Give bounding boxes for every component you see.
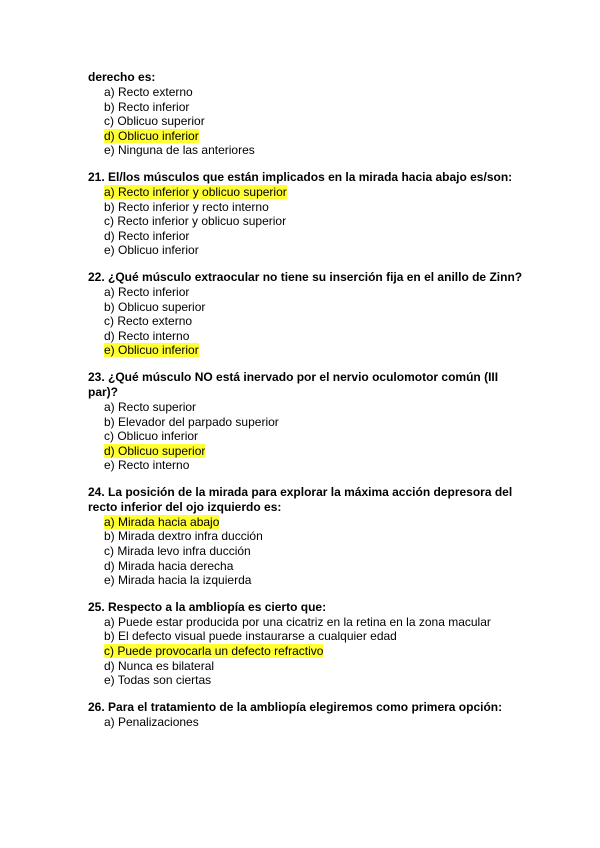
answer-option: [104, 285, 528, 300]
answer-option: [104, 429, 528, 444]
answer-option-text: c) Oblicuo superior: [104, 114, 205, 129]
answer-options: [104, 615, 528, 688]
answer-option-text: b) Recto inferior y recto interno: [104, 199, 269, 214]
question-block: [88, 600, 528, 688]
answer-options: [104, 285, 528, 358]
answer-option: [104, 615, 528, 630]
answer-options: [104, 400, 528, 473]
answer-option: [104, 573, 528, 588]
answer-option-text: d) Oblicuo superior: [104, 443, 206, 458]
answer-option-correct: [104, 129, 528, 144]
answer-option: [104, 100, 528, 115]
answer-option-text: c) Mirada levo infra ducción: [104, 544, 251, 559]
answer-option-text: c) Oblicuo inferior: [104, 429, 199, 444]
answer-option: [104, 544, 528, 559]
answer-option: [104, 659, 528, 674]
answer-option: [104, 415, 528, 430]
answer-option-correct: [104, 185, 528, 200]
question-title: 24. La posición de la mirada para explorar la máxima acción depresora del recto inferior del ojo izquierdo es:: [88, 484, 513, 514]
answer-option: [104, 200, 528, 215]
answer-option-correct: [104, 644, 528, 659]
question-list: [88, 68, 528, 741]
answer-option-text: e) Oblicuo inferior: [104, 343, 199, 358]
answer-option: [104, 300, 528, 315]
answer-option-text: b) Elevador del parpado superior: [104, 414, 279, 429]
answer-option-text: b) Recto inferior: [104, 99, 190, 114]
answer-option: [104, 243, 528, 258]
answer-option-text: b) Oblicuo superior: [104, 299, 206, 314]
answer-option-text: e) Recto interno: [104, 458, 190, 473]
question-block: [88, 485, 528, 588]
answer-option-correct: [104, 343, 528, 358]
answer-option-text: d) Recto inferior: [104, 228, 190, 243]
question-title: 21. El/los músculos que están implicados en la mirada hacia abajo es/son:: [88, 169, 513, 184]
answer-options: [104, 185, 528, 258]
answer-option: [104, 314, 528, 329]
answer-option-text: c) Puede provocarla un defecto refractivo: [104, 644, 324, 659]
answer-option: [104, 715, 528, 730]
answer-option: [104, 114, 528, 129]
answer-option-text: a) Recto inferior y oblicuo superior: [104, 184, 287, 199]
answer-option: [104, 229, 528, 244]
answer-option-text: e) Ninguna de las anteriores: [104, 143, 255, 158]
answer-option-text: b) Mirada dextro infra ducción: [104, 529, 263, 544]
answer-option-text: a) Mirada hacia abajo: [104, 514, 220, 529]
answer-option-correct: [104, 444, 528, 459]
question-title: 26. Para el tratamiento de la ambliopía elegiremos como primera opción:: [88, 699, 503, 714]
answer-option-text: a) Penalizaciones: [104, 714, 199, 729]
answer-option-text: b) El defecto visual puede instaurarse a cualquier edad: [104, 629, 397, 644]
answer-option-text: d) Oblicuo inferior: [104, 128, 199, 143]
answer-option: [104, 329, 528, 344]
answer-option-text: a) Recto inferior: [104, 284, 190, 299]
question-title: derecho es:: [88, 70, 156, 84]
answer-option: [104, 400, 528, 415]
answer-option: [104, 143, 528, 158]
question-block: [88, 370, 528, 473]
answer-option: [104, 629, 528, 644]
answer-option: [104, 458, 528, 473]
answer-option-text: c) Recto inferior y oblicuo superior: [104, 214, 287, 229]
answer-option: [104, 214, 528, 229]
question-block: [88, 270, 528, 358]
question-block: [88, 700, 528, 730]
answer-option-text: d) Recto interno: [104, 328, 190, 343]
answer-option-text: e) Todas son ciertas: [104, 673, 212, 688]
answer-option-text: d) Mirada hacia derecha: [104, 558, 234, 573]
answer-option: [104, 559, 528, 574]
answer-option-text: a) Recto superior: [104, 399, 197, 414]
answer-option-text: e) Mirada hacia la izquierda: [104, 573, 252, 588]
answer-option: [104, 673, 528, 688]
answer-options: [104, 85, 528, 158]
answer-option-text: e) Oblicuo inferior: [104, 243, 199, 258]
question-title: 23. ¿Qué músculo NO está inervado por el nervio oculomotor común (III par)?: [88, 369, 499, 399]
question-block: [88, 170, 528, 258]
question-block: [88, 70, 528, 158]
answer-option-text: a) Recto externo: [104, 85, 193, 99]
question-title: 25. Respecto a la ambliopía es cierto que:: [88, 599, 327, 614]
answer-option: [104, 529, 528, 544]
answer-option-text: c) Recto externo: [104, 314, 193, 329]
answer-options: [104, 715, 528, 730]
answer-option-text: a) Puede estar producida por una cicatriz en la retina en la zona macular: [104, 614, 491, 629]
answer-option-correct: [104, 515, 528, 530]
answer-options: [104, 515, 528, 588]
answer-option: [104, 85, 528, 100]
question-title: 22. ¿Qué músculo extraocular no tiene su inserción fija en el anillo de Zinn?: [88, 269, 523, 284]
answer-option-text: d) Nunca es bilateral: [104, 658, 215, 673]
